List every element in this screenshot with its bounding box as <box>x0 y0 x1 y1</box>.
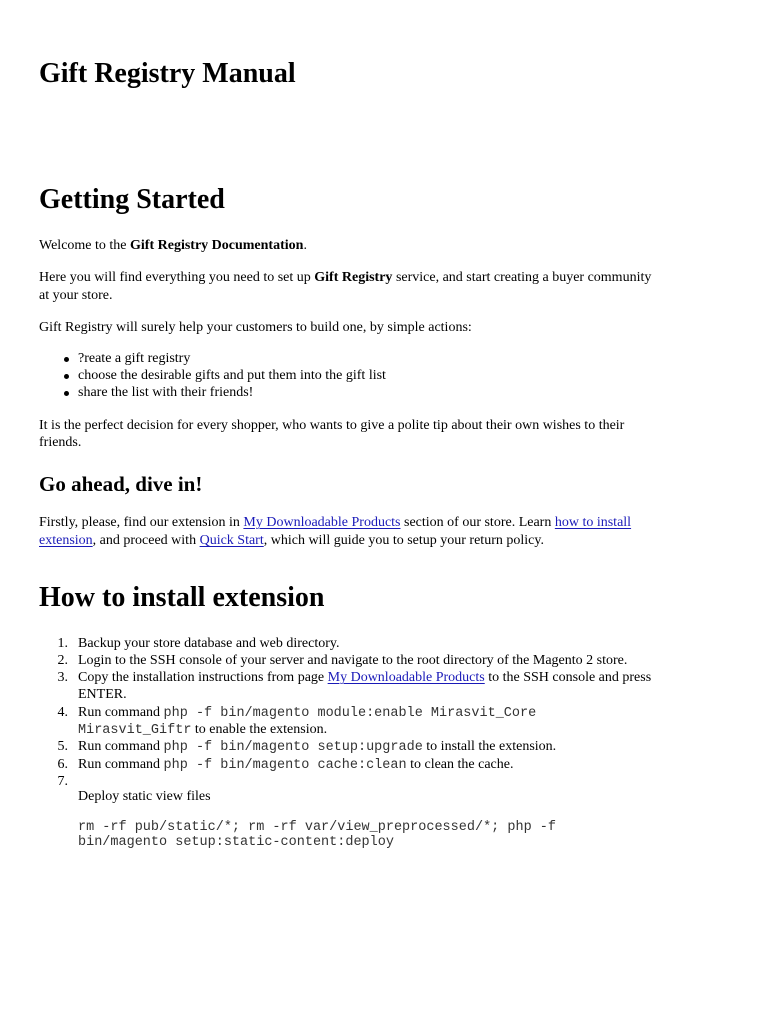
welcome-prefix: Welcome to the <box>39 238 131 253</box>
dive-in-middle: section of our store. Learn <box>400 515 555 530</box>
step-number: 6. <box>57 757 68 772</box>
step-number: 4. <box>57 705 68 720</box>
step4-prefix: Run command <box>78 705 164 720</box>
bullet-item: ?reate a gift registry <box>78 351 191 366</box>
install-step-3-line2: ENTER. <box>78 687 127 702</box>
intro-bold: Gift Registry <box>314 270 393 285</box>
step-number: 3. <box>57 670 68 685</box>
step5-suffix: to install the extension. <box>422 739 557 754</box>
step4-suffix: to enable the extension. <box>191 722 328 737</box>
quick-start-link[interactable]: Quick Start <box>199 533 264 548</box>
step3-downloadable-products-link[interactable]: My Downloadable Products <box>327 670 485 685</box>
step-number: 5. <box>57 739 68 754</box>
welcome-bold: Gift Registry Documentation <box>130 238 304 253</box>
step5-prefix: Run command <box>78 739 164 754</box>
install-step-1: Backup your store database and web directory. <box>78 636 340 651</box>
dive-in-paragraph-line2 <box>39 532 544 550</box>
bullet-dot <box>64 357 69 362</box>
install-step-7: Deploy static view files <box>78 789 211 804</box>
step4-code-continued: Mirasvit_Giftr <box>78 723 192 738</box>
intro-suffix: service, and start creating a buyer community <box>392 270 652 285</box>
bullet-dot <box>64 374 69 379</box>
intro-prefix: Here you will find everything you need to set up <box>39 270 315 285</box>
getting-started-heading: Getting Started <box>39 184 225 215</box>
install-step-6 <box>78 756 513 775</box>
dive-in-suffix: , which will guide you to setup your return policy. <box>263 533 544 548</box>
step3-prefix: Copy the installation instructions from page <box>78 670 328 685</box>
my-downloadable-products-link[interactable]: My Downloadable Products <box>243 515 401 530</box>
step-number: 2. <box>57 653 68 668</box>
intro-paragraph-line1 <box>39 269 651 287</box>
step-number: 7. <box>57 774 68 789</box>
bullet-item: choose the desirable gifts and put them into the gift list <box>78 368 386 383</box>
dive-in-heading: Go ahead, dive in! <box>39 472 203 496</box>
how-to-install-link[interactable]: how to install <box>554 515 632 530</box>
step6-code: php -f bin/magento cache:clean <box>163 758 407 773</box>
welcome-suffix: . <box>303 238 307 253</box>
help-paragraph: Gift Registry will surely help your customers to build one, by simple actions: <box>39 320 472 335</box>
install-heading: How to install extension <box>39 582 325 613</box>
bullet-item: share the list with their friends! <box>78 385 254 400</box>
code-block-line2: bin/magento setup:static-content:deploy <box>78 835 394 850</box>
install-step-2: Login to the SSH console of your server and navigate to the root directory of the Magento 2 store. <box>78 653 628 668</box>
step4-code: php -f bin/magento module:enable Mirasvit_Core <box>163 706 537 721</box>
step5-code: php -f bin/magento setup:upgrade <box>163 740 423 755</box>
decision-paragraph-line1: It is the perfect decision for every shopper, who wants to give a polite tip about their own wishes to their <box>39 418 625 433</box>
install-step-3 <box>78 669 651 687</box>
welcome-paragraph <box>39 237 307 255</box>
code-block-line1: rm -rf pub/static/*; rm -rf var/view_preprocessed/*; php -f <box>78 820 556 835</box>
step-number: 1. <box>57 636 68 651</box>
dive-in-prefix: Firstly, please, find our extension in <box>39 515 244 530</box>
decision-paragraph-line2: friends. <box>39 435 82 450</box>
step6-suffix: to clean the cache. <box>406 757 514 772</box>
intro-paragraph-line2: at your store. <box>39 288 113 303</box>
document-title: Gift Registry Manual <box>39 58 296 89</box>
dive-in-paragraph-line1 <box>39 514 631 532</box>
step6-prefix: Run command <box>78 757 164 772</box>
bullet-dot <box>64 391 69 396</box>
dive-in-middle-2: , and proceed with <box>92 533 200 548</box>
install-step-5 <box>78 738 556 757</box>
how-to-install-link-continued[interactable]: extension <box>39 533 93 548</box>
step3-suffix: to the SSH console and press <box>484 670 652 685</box>
